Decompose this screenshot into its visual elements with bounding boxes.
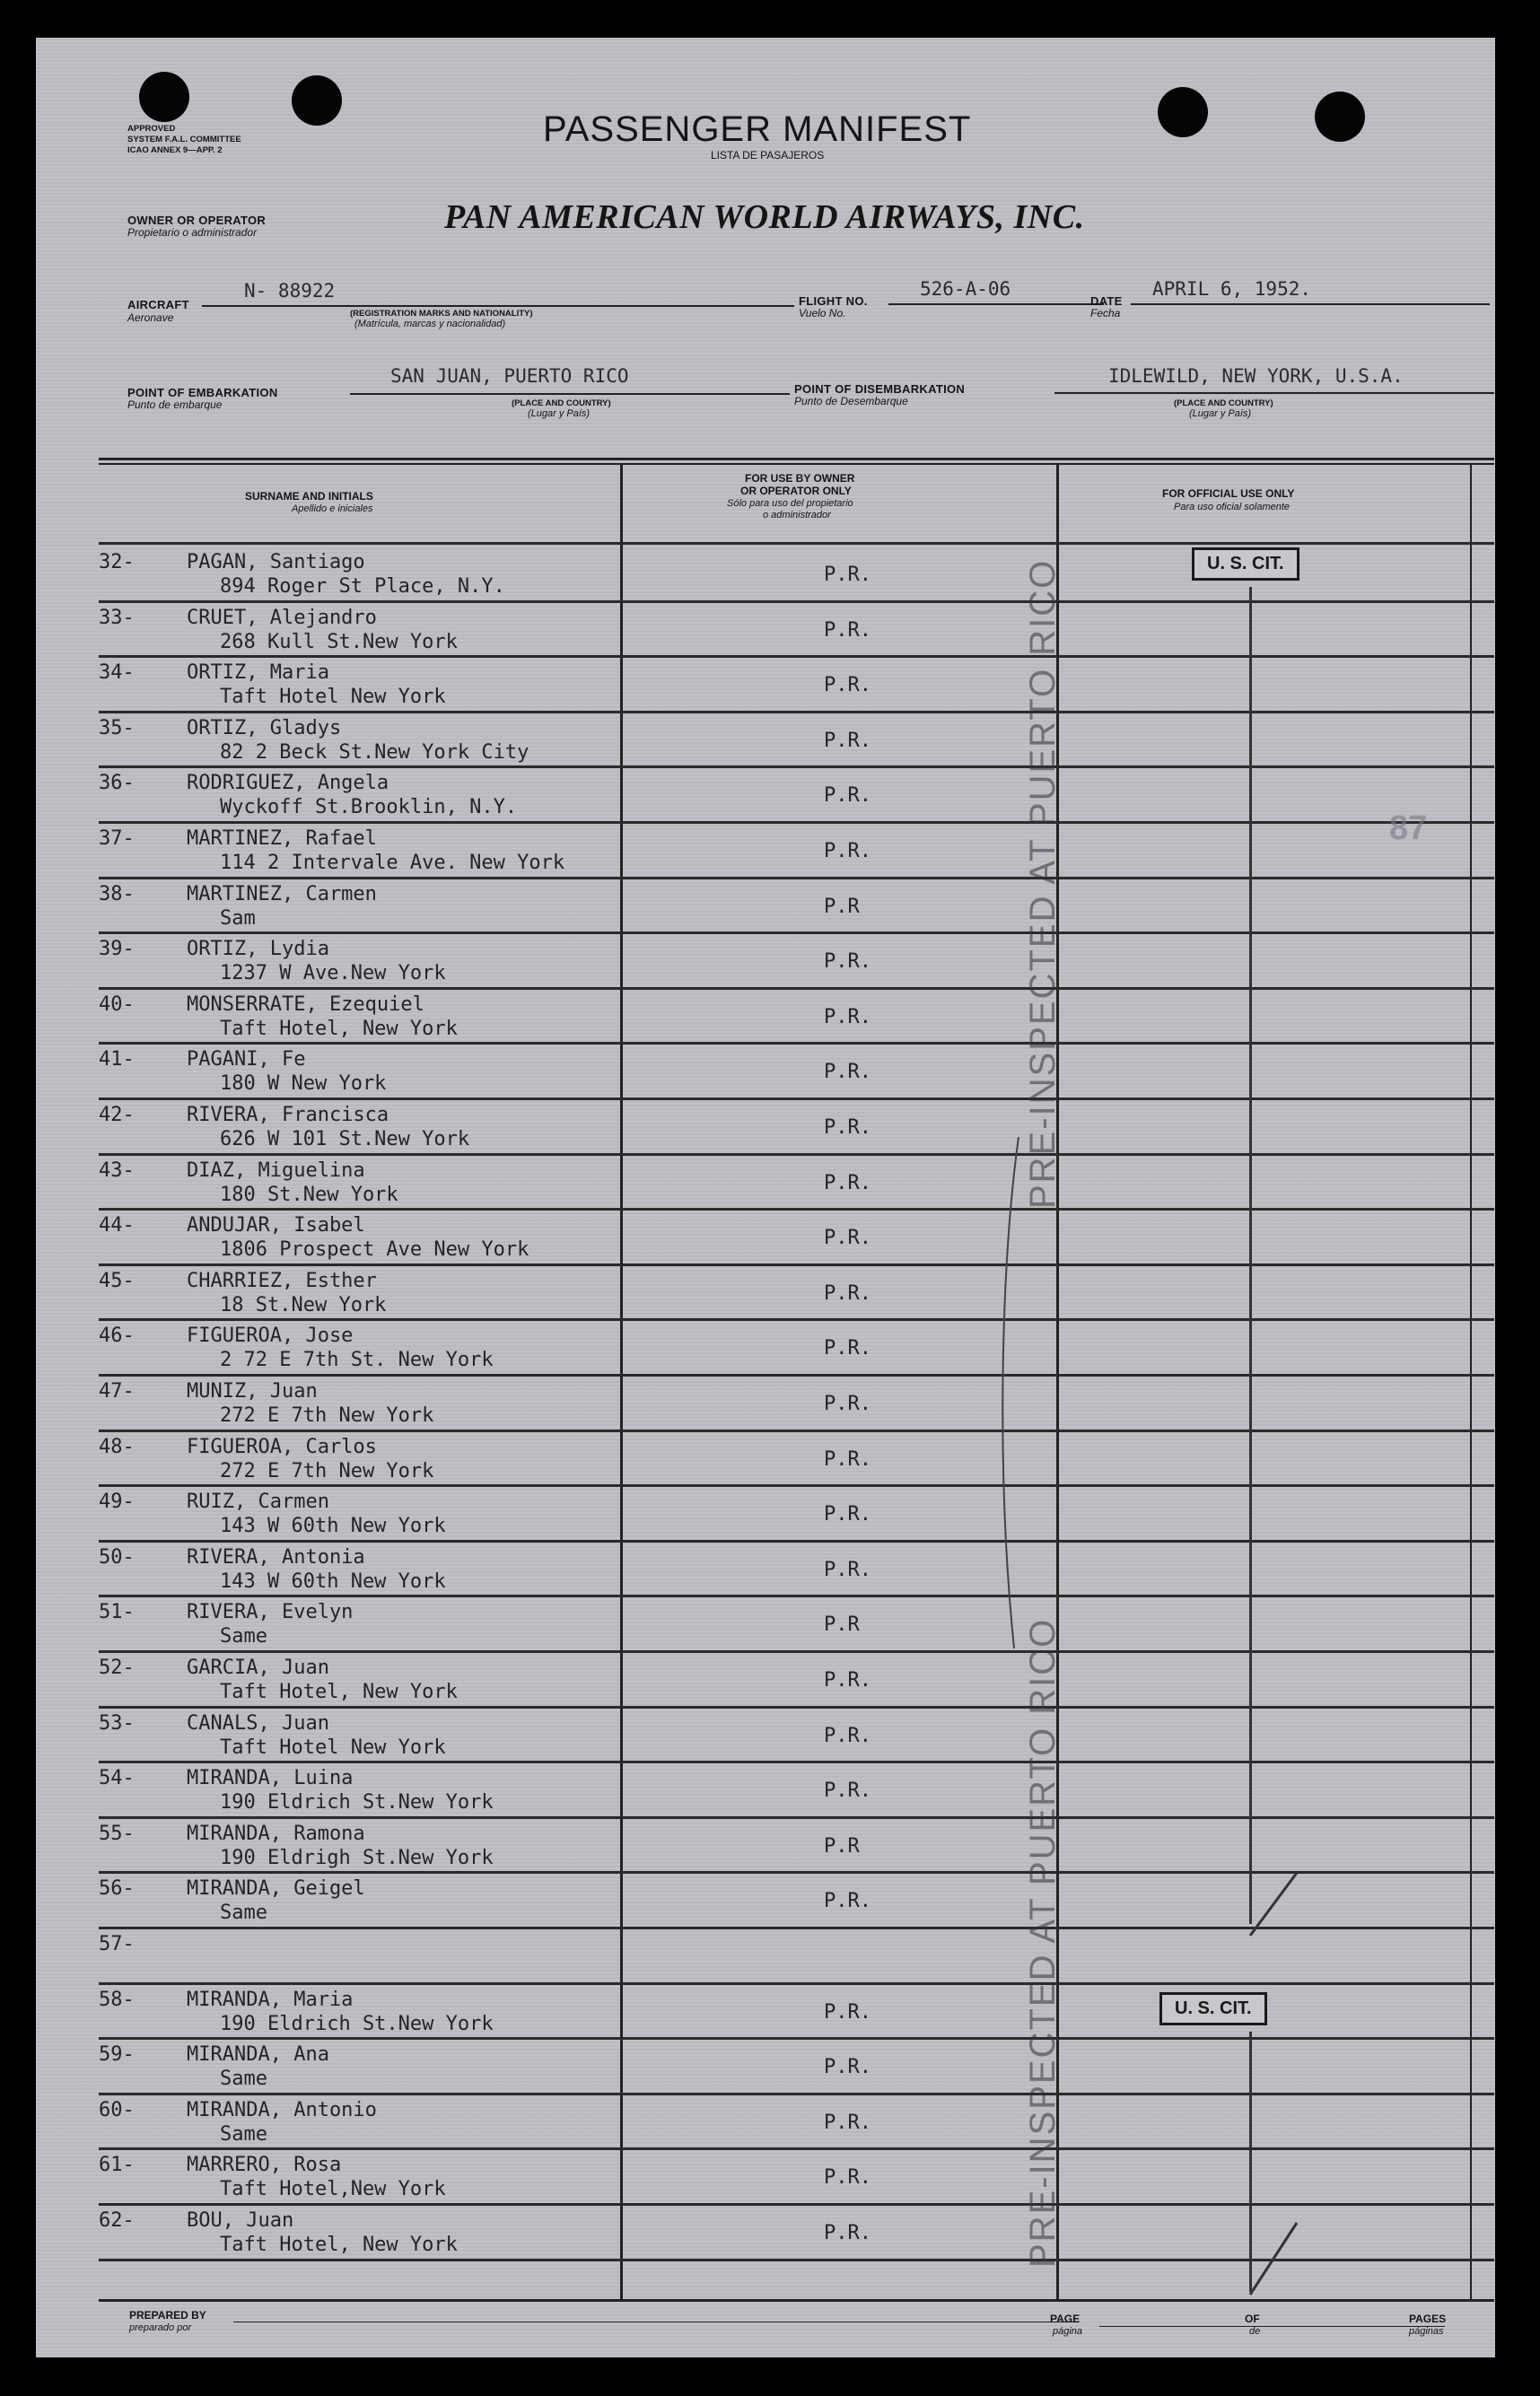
passenger-name: RUIZ, Carmen bbox=[187, 1491, 329, 1514]
owner-mark: P.R. bbox=[824, 2111, 871, 2134]
row-divider bbox=[99, 1264, 1494, 1266]
us-citizen-stamp: U. S. CIT. bbox=[1192, 547, 1299, 581]
col-official: FOR OFFICIAL USE ONLY bbox=[1162, 487, 1295, 500]
row-divider bbox=[99, 2203, 1494, 2206]
row-divider bbox=[99, 600, 1494, 603]
passenger-address: Taft Hotel, New York bbox=[220, 2234, 458, 2256]
disembarkation-label-es: Punto de Desembarque bbox=[794, 395, 908, 407]
passenger-name: ORTIZ, Lydia bbox=[187, 938, 329, 961]
passenger-name: BOU, Juan bbox=[187, 2209, 294, 2232]
prepared-by-label: PREPARED BY bbox=[129, 2309, 206, 2322]
pre-inspected-stamp: PRE-INSPECTED AT PUERTO RICO bbox=[1023, 1617, 1063, 2268]
passenger-address: 272 E 7th New York bbox=[220, 1459, 434, 1482]
row-number: 36- bbox=[99, 772, 135, 795]
passenger-address: Same bbox=[220, 1902, 267, 1925]
row-number: 33- bbox=[99, 606, 135, 629]
of-label-es: de bbox=[1249, 2326, 1261, 2337]
punch-hole bbox=[1315, 92, 1365, 142]
owner-mark: P.R. bbox=[824, 1005, 871, 1028]
passenger-address: 894 Roger St Place, N.Y. bbox=[220, 575, 505, 598]
row-number: 59- bbox=[99, 2043, 135, 2067]
passenger-name: ORTIZ, Gladys bbox=[187, 716, 342, 739]
passenger-address: 190 Eldrich St.New York bbox=[220, 2012, 494, 2035]
row-divider bbox=[99, 1430, 1494, 1432]
row-divider bbox=[99, 1374, 1494, 1377]
row-divider bbox=[99, 1318, 1494, 1321]
page-label-es: página bbox=[1053, 2326, 1083, 2337]
owner-mark: P.R. bbox=[824, 950, 871, 974]
operator-name: PAN AMERICAN WORLD AIRWAYS, INC. bbox=[444, 198, 1085, 236]
passenger-address: 82 2 Beck St.New York City bbox=[220, 740, 529, 764]
col-surname-es: Apellido e iniciales bbox=[292, 503, 373, 514]
owner-mark: P.R. bbox=[824, 564, 871, 586]
owner-mark: P.R. bbox=[824, 784, 871, 808]
row-divider bbox=[99, 1761, 1494, 1763]
passenger-name: CHARRIEZ, Esther bbox=[187, 1269, 377, 1292]
col-owner-2: OR OPERATOR ONLY bbox=[740, 485, 852, 497]
col-owner-es-2: o administrador bbox=[763, 510, 831, 520]
owner-mark: P.R bbox=[824, 1834, 860, 1858]
row-number: 58- bbox=[99, 1988, 135, 2011]
row-divider bbox=[99, 931, 1494, 934]
owner-mark: P.R. bbox=[824, 1724, 871, 1747]
row-divider bbox=[99, 1484, 1494, 1487]
row-number: 47- bbox=[99, 1380, 135, 1403]
row-number: 32- bbox=[99, 551, 135, 573]
passenger-name: MIRANDA, Ana bbox=[187, 2043, 329, 2067]
passenger-name: FIGUEROA, Carlos bbox=[187, 1435, 377, 1458]
check-mark bbox=[1243, 2218, 1306, 2299]
owner-mark: P.R. bbox=[824, 1061, 871, 1084]
passenger-name: RIVERA, Evelyn bbox=[187, 1601, 354, 1624]
row-number: 37- bbox=[99, 827, 135, 850]
passenger-name: ORTIZ, Maria bbox=[187, 661, 329, 685]
passenger-address: Taft Hotel,New York bbox=[220, 2178, 446, 2201]
header-divider bbox=[99, 542, 1494, 545]
owner-mark: P.R. bbox=[824, 1337, 871, 1360]
date-value: APRIL 6, 1952. bbox=[1152, 278, 1312, 300]
col-official-es: Para uso oficial solamente bbox=[1174, 502, 1291, 512]
passenger-address: 272 E 7th New York bbox=[220, 1404, 434, 1427]
pages-label: PAGES bbox=[1409, 2313, 1447, 2325]
passenger-address: 626 W 101 St.New York bbox=[220, 1128, 470, 1150]
page-subtitle: LISTA DE PASAJEROS bbox=[711, 149, 825, 162]
passenger-name: RODRIGUEZ, Angela bbox=[187, 772, 389, 795]
owner-mark: P.R. bbox=[824, 1393, 871, 1415]
passenger-name: FIGUEROA, Jose bbox=[187, 1325, 354, 1348]
passenger-address: Sam bbox=[220, 906, 256, 930]
passenger-address: Wyckoff St.Brooklin, N.Y. bbox=[220, 796, 518, 819]
page-label: PAGE bbox=[1050, 2313, 1081, 2325]
flight-label-es: Vuelo No. bbox=[799, 307, 846, 319]
passenger-address: 190 Eldrich St.New York bbox=[220, 1791, 494, 1814]
committee-label: SYSTEM F.A.L. COMMITTEE bbox=[127, 135, 241, 144]
aircraft-label-es: Aeronave bbox=[127, 311, 174, 324]
owner-mark: P.R. bbox=[824, 1890, 871, 1913]
embarkation-label: POINT OF EMBARKATION bbox=[127, 386, 278, 399]
registration-note: (REGISTRATION MARKS AND NATIONALITY) bbox=[350, 309, 533, 319]
passenger-address: Same bbox=[220, 2068, 267, 2091]
row-divider bbox=[99, 1153, 1494, 1156]
manifest-sheet bbox=[36, 38, 1495, 2357]
row-divider bbox=[99, 1208, 1494, 1211]
row-divider bbox=[99, 2147, 1494, 2150]
passenger-address: 1806 Prospect Ave New York bbox=[220, 1238, 529, 1262]
row-number: 43- bbox=[99, 1159, 135, 1182]
owner-mark: P.R. bbox=[824, 1503, 871, 1526]
row-number: 50- bbox=[99, 1545, 135, 1569]
row-number: 53- bbox=[99, 1711, 135, 1735]
passenger-address: 190 Eldrigh St.New York bbox=[220, 1846, 494, 1869]
row-number: 34- bbox=[99, 661, 135, 685]
passenger-name: ANDUJAR, Isabel bbox=[187, 1214, 365, 1237]
row-divider bbox=[99, 1706, 1494, 1709]
flight-value: 526-A-06 bbox=[920, 278, 1011, 300]
page-number-stamp: 87 bbox=[1389, 809, 1428, 847]
owner-mark: P.R. bbox=[824, 674, 871, 697]
punch-hole bbox=[1158, 87, 1208, 137]
row-divider bbox=[99, 987, 1494, 990]
place-note-es-2: (Lugar y País) bbox=[1189, 408, 1252, 419]
row-divider bbox=[99, 1816, 1494, 1819]
passenger-address: Same bbox=[220, 2122, 267, 2146]
row-number: 61- bbox=[99, 2154, 135, 2177]
row-number: 49- bbox=[99, 1491, 135, 1514]
embarkation-value: SAN JUAN, PUERTO RICO bbox=[390, 365, 629, 387]
passenger-address: 114 2 Intervale Ave. New York bbox=[220, 852, 565, 874]
pre-inspected-stamp: PRE-INSPECTED AT PUERTO RICO bbox=[1023, 558, 1063, 1209]
row-number: 52- bbox=[99, 1657, 135, 1679]
approved-label: APPROVED bbox=[127, 124, 176, 134]
row-divider bbox=[99, 1595, 1494, 1597]
owner-mark: P.R. bbox=[824, 2166, 871, 2190]
passenger-address: Taft Hotel, New York bbox=[220, 1017, 458, 1040]
owner-mark: P.R. bbox=[824, 2056, 871, 2079]
passenger-name: MIRANDA, Luina bbox=[187, 1767, 354, 1790]
place-note: (PLACE AND COUNTRY) bbox=[512, 398, 611, 408]
passenger-address: 180 W New York bbox=[220, 1072, 387, 1096]
owner-mark: P.R. bbox=[824, 618, 871, 642]
row-divider bbox=[99, 711, 1494, 713]
passenger-name: RIVERA, Francisca bbox=[187, 1104, 389, 1126]
passenger-address: 2 72 E 7th St. New York bbox=[220, 1349, 494, 1372]
disembarkation-label: POINT OF DISEMBARKATION bbox=[794, 382, 966, 396]
place-note-2: (PLACE AND COUNTRY) bbox=[1174, 398, 1273, 408]
row-number: 57- bbox=[99, 1933, 135, 1955]
col-owner-1: FOR USE BY OWNER bbox=[745, 472, 855, 485]
passenger-address: Taft Hotel New York bbox=[220, 1736, 446, 1759]
row-number: 44- bbox=[99, 1214, 135, 1237]
passenger-name: MIRANDA, Antonio bbox=[187, 2098, 377, 2121]
passenger-name: MARRERO, Rosa bbox=[187, 2154, 342, 2177]
passenger-address: 18 St.New York bbox=[220, 1293, 387, 1316]
disembarkation-value: IDLEWILD, NEW YORK, U.S.A. bbox=[1108, 365, 1404, 387]
row-number: 54- bbox=[99, 1767, 135, 1790]
owner-mark: P.R. bbox=[824, 1116, 871, 1139]
passenger-address: Same bbox=[220, 1625, 267, 1648]
row-number: 40- bbox=[99, 993, 135, 1016]
row-number: 35- bbox=[99, 716, 135, 739]
check-mark bbox=[1243, 1868, 1306, 1940]
passenger-name: PAGANI, Fe bbox=[187, 1048, 306, 1071]
prepared-by-label-es: preparado por bbox=[129, 2322, 192, 2333]
owner-mark: P.R. bbox=[824, 2222, 871, 2244]
passenger-address: Taft Hotel, New York bbox=[220, 1681, 458, 1703]
row-divider bbox=[99, 877, 1494, 879]
owner-mark: P.R. bbox=[824, 1558, 871, 1581]
passenger-name: GARCIA, Juan bbox=[187, 1657, 329, 1679]
row-divider bbox=[99, 1097, 1494, 1100]
punch-hole bbox=[139, 72, 189, 122]
row-divider bbox=[99, 821, 1494, 824]
row-number: 56- bbox=[99, 1877, 135, 1901]
row-number: 46- bbox=[99, 1325, 135, 1348]
row-number: 48- bbox=[99, 1435, 135, 1458]
us-citizen-stamp: U. S. CIT. bbox=[1159, 1992, 1267, 2025]
passenger-address: Taft Hotel New York bbox=[220, 686, 446, 709]
passenger-name: MONSERRATE, Ezequiel bbox=[187, 993, 424, 1016]
passenger-address: 143 W 60th New York bbox=[220, 1515, 446, 1538]
date-label-es: Fecha bbox=[1090, 307, 1121, 319]
owner-label: OWNER OR OPERATOR bbox=[127, 214, 267, 227]
row-number: 60- bbox=[99, 2098, 135, 2121]
passenger-address: 143 W 60th New York bbox=[220, 1570, 446, 1593]
aircraft-label: AIRCRAFT bbox=[127, 298, 189, 311]
owner-mark: P.R. bbox=[824, 1669, 871, 1692]
passenger-address: 268 Kull St.New York bbox=[220, 630, 458, 653]
passenger-name: RIVERA, Antonia bbox=[187, 1545, 365, 1569]
passenger-name: MARTINEZ, Rafael bbox=[187, 827, 377, 850]
aircraft-value: N- 88922 bbox=[244, 280, 336, 302]
row-divider bbox=[99, 1982, 1494, 1985]
owner-mark: P.R bbox=[824, 895, 860, 918]
embarkation-label-es: Punto de embarque bbox=[127, 398, 223, 411]
pages-label-es: páginas bbox=[1409, 2326, 1444, 2337]
row-divider bbox=[99, 1540, 1494, 1543]
row-divider bbox=[99, 2037, 1494, 2040]
row-number: 51- bbox=[99, 1601, 135, 1624]
row-number: 45- bbox=[99, 1269, 135, 1292]
owner-mark: P.R. bbox=[824, 1447, 871, 1471]
row-divider bbox=[99, 1042, 1494, 1045]
owner-label-es: Propietario o administrador bbox=[127, 226, 258, 239]
row-number: 55- bbox=[99, 1822, 135, 1845]
passenger-name: MARTINEZ, Carmen bbox=[187, 882, 377, 905]
row-number: 42- bbox=[99, 1104, 135, 1126]
owner-mark: P.R. bbox=[824, 2000, 871, 2024]
row-divider bbox=[99, 765, 1494, 768]
row-number: 62- bbox=[99, 2209, 135, 2232]
registration-note-es: (Matrícula, marcas y nacionalidad) bbox=[354, 319, 506, 329]
place-note-es: (Lugar y País) bbox=[528, 408, 591, 419]
row-number: 39- bbox=[99, 938, 135, 961]
punch-hole bbox=[292, 75, 342, 126]
passenger-name: MIRANDA, Ramona bbox=[187, 1822, 365, 1845]
owner-mark: P.R. bbox=[824, 1227, 871, 1250]
row-number: 38- bbox=[99, 882, 135, 905]
owner-mark: P.R. bbox=[824, 1281, 871, 1305]
owner-mark: P.R bbox=[824, 1613, 860, 1637]
owner-mark: P.R. bbox=[824, 1171, 871, 1194]
row-divider bbox=[99, 2093, 1494, 2095]
annex-label: ICAO ANNEX 9—APP. 2 bbox=[127, 145, 223, 155]
passenger-name: CANALS, Juan bbox=[187, 1711, 329, 1735]
col-surname: SURNAME AND INITIALS bbox=[245, 490, 373, 503]
flight-label: FLIGHT NO. bbox=[799, 294, 868, 308]
owner-mark: P.R. bbox=[824, 840, 871, 862]
row-divider bbox=[99, 1650, 1494, 1653]
passenger-name: CRUET, Alejandro bbox=[187, 606, 377, 629]
passenger-name: MUNIZ, Juan bbox=[187, 1380, 318, 1403]
passenger-name: MIRANDA, Geigel bbox=[187, 1877, 365, 1901]
passenger-name: DIAZ, Miguelina bbox=[187, 1159, 365, 1182]
date-label: DATE bbox=[1090, 294, 1123, 308]
row-divider bbox=[99, 655, 1494, 658]
row-number: 41- bbox=[99, 1048, 135, 1071]
passenger-address: 1237 W Ave.New York bbox=[220, 962, 446, 985]
owner-mark: P.R. bbox=[824, 1780, 871, 1803]
passenger-address: 180 St.New York bbox=[220, 1183, 398, 1206]
page-title: PASSENGER MANIFEST bbox=[543, 109, 972, 149]
stamp-connector-line bbox=[996, 1132, 1023, 1653]
col-owner-es-1: Sólo para uso del propietario bbox=[727, 498, 853, 509]
passenger-name: MIRANDA, Maria bbox=[187, 1988, 354, 2011]
of-label: OF bbox=[1245, 2313, 1260, 2325]
owner-mark: P.R. bbox=[824, 729, 871, 752]
passenger-name: PAGAN, Santiago bbox=[187, 551, 365, 573]
